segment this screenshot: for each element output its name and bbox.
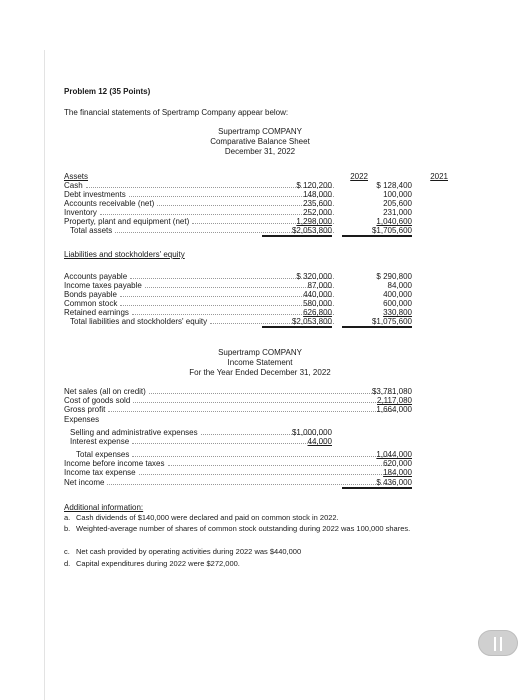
value-col1: 44,000 xyxy=(307,437,332,446)
bs-company: Supertramp COMPANY xyxy=(218,127,302,136)
additional-item xyxy=(64,547,464,556)
liabilities-header: Liabilities and stockholders' equity xyxy=(64,250,185,259)
item-text: Weighted-average number of shares of common stock outstanding during 2022 was 100,000 shares. xyxy=(76,524,411,533)
table-row xyxy=(64,217,460,226)
value-col1: 626,800 xyxy=(303,308,332,317)
bs-date: December 31, 2022 xyxy=(224,147,296,156)
is-company: Supertramp COMPANY xyxy=(218,348,302,357)
table-row xyxy=(64,190,460,199)
grip-line xyxy=(494,637,496,651)
table-row xyxy=(64,428,460,437)
value-col1: $2,053,800 xyxy=(262,226,332,237)
value-col2: 2,117,080 xyxy=(377,396,412,405)
table-row xyxy=(64,290,460,299)
item-text: Capital expenditures during 2022 were $272,000. xyxy=(76,559,240,568)
value-col2: $1,705,600 xyxy=(342,226,412,237)
value-col2: 184,000 xyxy=(383,468,412,477)
year-2022-header: 2022 xyxy=(350,172,368,181)
additional-item xyxy=(64,559,464,568)
value-col2: 1,664,000 xyxy=(376,405,412,414)
row-label: Bonds payable xyxy=(64,290,117,299)
row-label: Total expenses xyxy=(76,450,130,459)
value-col2: 84,000 xyxy=(387,281,412,290)
value-col1: 235,600 xyxy=(303,199,332,208)
value-col1: 148,000 xyxy=(303,190,332,199)
value-col2: 100,000 xyxy=(383,190,412,199)
table-row xyxy=(64,199,460,208)
value-col2: $1,075,600 xyxy=(342,317,412,328)
row-label: Retained earnings xyxy=(64,308,129,317)
is-period: For the Year Ended December 31, 2022 xyxy=(189,368,331,377)
item-marker: d. xyxy=(64,559,71,568)
row-label: Expenses xyxy=(64,415,100,424)
row-label: Income tax expense xyxy=(64,468,136,477)
item-text: Net cash provided by operating activities during 2022 was $440,000 xyxy=(76,547,302,556)
value-col2: 400,000 xyxy=(383,290,412,299)
table-row xyxy=(64,405,460,414)
table-row xyxy=(64,226,460,235)
row-label: Income before income taxes xyxy=(64,459,165,468)
item-marker: c. xyxy=(64,547,70,556)
value-col1: 1,298,000 xyxy=(296,217,332,226)
value-col1: $ 320,000 xyxy=(296,272,332,281)
problem-title: Problem 12 (35 Points) xyxy=(64,87,151,96)
row-label: Inventory xyxy=(64,208,97,217)
scroll-handle[interactable] xyxy=(478,630,518,656)
row-label: Interest expense xyxy=(70,437,130,446)
row-label: Common stock xyxy=(64,299,118,308)
table-row xyxy=(64,468,460,477)
table-row xyxy=(64,208,460,217)
value-col1: $ 120,200 xyxy=(296,181,332,190)
intro-text: The financial statements of Spertramp Company appear below: xyxy=(64,108,289,117)
item-marker: a. xyxy=(64,513,71,522)
value-col1: 580,000 xyxy=(303,299,332,308)
value-col1: $1,000,000 xyxy=(291,428,332,437)
row-label: Cash xyxy=(64,181,83,190)
row-label: Selling and administrative expenses xyxy=(70,428,198,437)
table-row xyxy=(64,396,460,405)
row-label: Debt investments xyxy=(64,190,126,199)
value-col2: $ 128,400 xyxy=(376,181,412,190)
value-col2: $ 290,800 xyxy=(376,272,412,281)
value-col1: 87,000 xyxy=(307,281,332,290)
item-text: Cash dividends of $140,000 were declared and paid on common stock in 2022. xyxy=(76,513,339,522)
additional-header: Additional information: xyxy=(64,503,144,512)
row-label: Income taxes payable xyxy=(64,281,142,290)
is-title: Income Statement xyxy=(227,358,293,367)
bs-title: Comparative Balance Sheet xyxy=(210,137,310,146)
row-label: Gross profit xyxy=(64,405,106,414)
table-row xyxy=(64,437,460,446)
assets-header: Assets xyxy=(64,172,89,181)
table-row xyxy=(64,459,460,468)
row-label: Accounts payable xyxy=(64,272,128,281)
value-col2: 205,600 xyxy=(383,199,412,208)
value-col2: $ 436,000 xyxy=(342,478,412,489)
table-row xyxy=(64,272,460,281)
additional-item xyxy=(64,524,464,533)
additional-item xyxy=(64,513,464,522)
table-row xyxy=(64,387,460,396)
value-col2: 600,000 xyxy=(383,299,412,308)
value-col2: 620,000 xyxy=(383,459,412,468)
row-label: Cost of goods sold xyxy=(64,396,131,405)
row-label: Total liabilities and stockholders' equity xyxy=(70,317,208,326)
year-2021-header: 2021 xyxy=(430,172,448,181)
value-col1: $2,053,800 xyxy=(262,317,332,328)
value-col2: 330,800 xyxy=(383,308,412,317)
row-label: Total assets xyxy=(70,226,113,235)
value-col2: 231,000 xyxy=(383,208,412,217)
table-row xyxy=(64,415,460,424)
table-row xyxy=(64,478,460,487)
grip-line xyxy=(500,637,502,651)
value-col2: 1,044,000 xyxy=(376,450,412,459)
table-row xyxy=(64,450,460,459)
table-row xyxy=(64,181,460,190)
row-label: Property, plant and equipment (net) xyxy=(64,217,190,226)
table-row xyxy=(64,281,460,290)
table-row xyxy=(64,308,460,317)
table-row xyxy=(64,317,460,326)
value-col2: 1,040,600 xyxy=(376,217,412,226)
item-marker: b. xyxy=(64,524,71,533)
value-col2: $3,781,080 xyxy=(371,387,412,396)
row-label: Accounts receivable (net) xyxy=(64,199,155,208)
row-label: Net income xyxy=(64,478,105,487)
table-row xyxy=(64,299,460,308)
row-label: Net sales (all on credit) xyxy=(64,387,146,396)
value-col1: 252,000 xyxy=(303,208,332,217)
value-col1: 440,000 xyxy=(303,290,332,299)
